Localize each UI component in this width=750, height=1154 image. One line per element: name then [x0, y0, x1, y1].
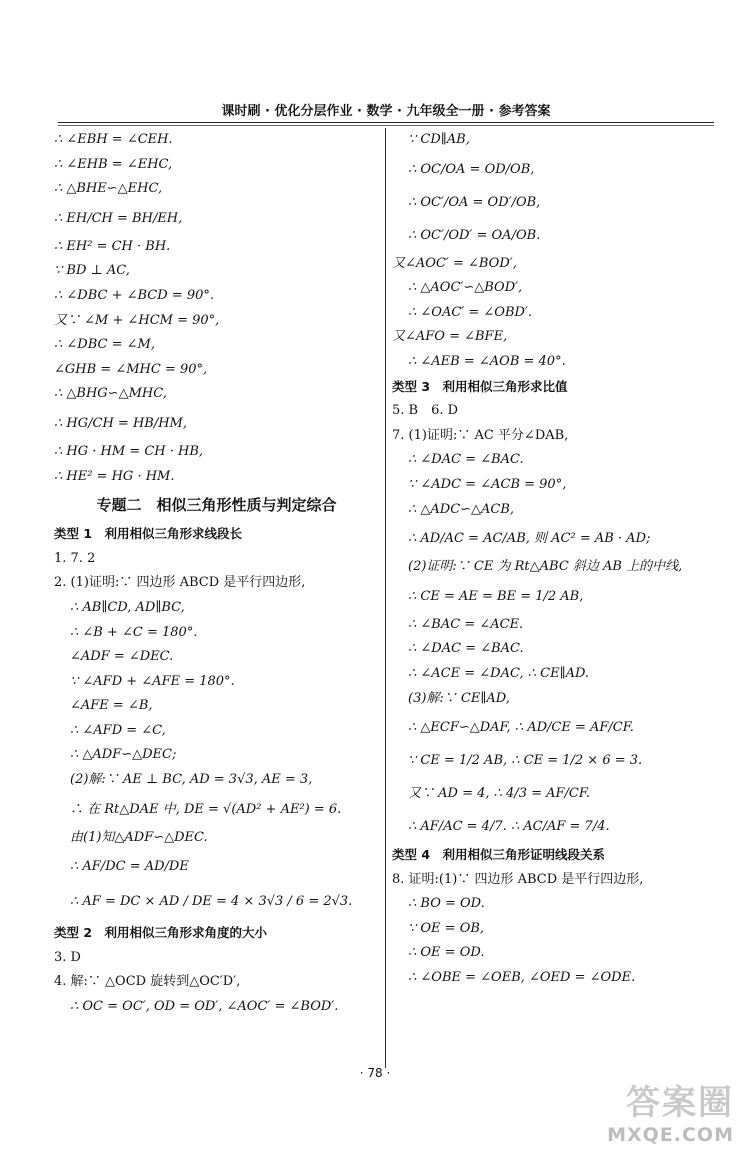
answer-line: 1. 7. 2 — [54, 550, 96, 566]
solution-line: ∵ ∠AFD + ∠AFE = 180°. — [70, 673, 235, 689]
solution-line: 又∵ AD = 4, ∴ 4/3 = AF/CF. — [408, 786, 590, 802]
answer-line: 3. D — [54, 949, 81, 965]
solution-line: ∵ ∠ADC = ∠ACB = 90°, — [408, 476, 567, 492]
solution-line: ∠ADF = ∠DEC. — [70, 649, 174, 665]
solution-line: ∴ ∠AEB = ∠AOB = 40°. — [408, 353, 566, 369]
solution-line: ∴ HG · HM = CH · HB, — [54, 443, 204, 459]
solution-line: ∴ OC = OC′, OD = OD′, ∠AOC′ = ∠BOD′. — [70, 999, 339, 1015]
solution-line: (2)证明:∵ CE 为 Rt△ABC 斜边 AB 上的中线, — [408, 559, 683, 575]
solution-line: ∴ AB∥CD, AD∥BC, — [70, 599, 185, 615]
page-number: · 78 · — [359, 1066, 391, 1080]
solution-line: ∠AFE = ∠B, — [70, 698, 153, 714]
solution-line: ∴ ∠DAC = ∠BAC. — [408, 641, 524, 657]
solution-line: (2)解:∵ AE ⊥ BC, AD = 3√3, AE = 3, — [70, 772, 313, 788]
solution-line: ∴ ∠B + ∠C = 180°. — [70, 624, 198, 640]
solution-line: ∴ 在 Rt△DAE 中, DE = √(AD² + AE²) = 6. — [70, 801, 342, 817]
column-divider — [385, 128, 386, 1068]
type-heading: 类型 3 利用相似三角形求比值 — [392, 378, 568, 394]
watermark-brand: 答案圈 — [626, 1083, 734, 1123]
type-heading: 类型 2 利用相似三角形求角度的大小 — [54, 925, 268, 941]
solution-line: ∴ △BHG∽△MHC, — [54, 386, 167, 402]
solution-line: ∴ ∠OAC′ = ∠OBD′. — [408, 304, 533, 320]
solution-line: ∵ BD ⊥ AC, — [54, 263, 130, 279]
solution-line: ∴ OC′/OA = OD′/OB, — [408, 194, 541, 210]
solution-line: ∴ OC′/OD′ = OA/OB. — [408, 227, 541, 243]
solution-line: 4. 解:∵ △OCD 旋转到△OC′D′, — [54, 974, 241, 990]
solution-line: 又∵ ∠M + ∠HCM = 90°, — [54, 312, 220, 328]
solution-line: ∴ ∠ACE = ∠DAC, ∴ CE∥AD. — [408, 665, 590, 681]
solution-line: ∴ HG/CH = HB/HM, — [54, 415, 187, 431]
solution-line: 由(1)知△ADF∽△DEC. — [70, 829, 208, 845]
solution-line: ∴ △ADC∽△ACB, — [408, 501, 515, 517]
solution-line: ∵ OE = OB, — [408, 920, 485, 936]
solution-line: ∴ ∠EHB = ∠EHC, — [54, 156, 173, 172]
solution-line: ∴ EH² = CH · BH. — [54, 238, 171, 254]
solution-line: ∴ AD/AC = AC/AB, 则 AC² = AB · AD; — [408, 531, 651, 547]
left-column — [54, 128, 379, 1020]
solution-line: ∴ ∠DBC = ∠M, — [54, 337, 155, 353]
solution-line: ∴ △ADF∽△DEC; — [70, 747, 177, 763]
solution-line: 又∠AOC′ = ∠BOD′, — [392, 255, 517, 271]
solution-line: ∴ ∠DBC + ∠BCD = 90°. — [54, 287, 215, 303]
solution-line: ∴ ∠DAC = ∠BAC. — [408, 452, 524, 468]
solution-line: ∴ ∠BAC = ∠ACE. — [408, 616, 524, 632]
solution-line: 8. 证明:(1)∵ 四边形 ABCD 是平行四边形, — [392, 871, 644, 887]
solution-line: ∴ ∠OBE = ∠OEB, ∠OED = ∠ODE. — [408, 970, 636, 986]
solution-line: ∴ AF/AC = 4/7. ∴ AC/AF = 7/4. — [408, 819, 610, 835]
watermark-logo — [607, 1075, 734, 1146]
header-rule — [58, 122, 714, 126]
solution-line: ∴ BO = OD. — [408, 896, 485, 912]
solution-line: ∴ CE = AE = BE = 1/2 AB, — [408, 588, 584, 604]
solution-line: ∵ CD∥AB, — [408, 132, 470, 147]
solution-line: ∴ △BHE∽△EHC, — [54, 181, 163, 197]
solution-line: 7. (1)证明:∵ AC 平分∠DAB, — [392, 427, 569, 443]
solution-line: 又∠AFO = ∠BFE, — [392, 329, 508, 345]
solution-line: (3)解:∵ CE∥AD, — [408, 690, 510, 706]
solution-line: ∴ AF = DC × AD / DE = 4 × 3√3 / 6 = 2√3. — [70, 894, 353, 910]
right-column — [392, 128, 717, 991]
solution-line: ∴ HE² = HG · HM. — [54, 468, 175, 484]
solution-line: ∴ ∠EBH = ∠CEH. — [54, 132, 173, 147]
type-heading: 类型 4 利用相似三角形证明线段关系 — [392, 847, 606, 863]
solution-line: ∴ EH/CH = BH/EH, — [54, 210, 183, 226]
solution-line: ∴ AF/DC = AD/DE — [70, 859, 189, 875]
solution-line: ∴ OE = OD. — [408, 945, 485, 961]
answer-line: 5. B 6. D — [392, 403, 459, 419]
solution-line: ∵ CE = 1/2 AB, ∴ CE = 1/2 × 6 = 3. — [408, 753, 643, 769]
solution-line: ∴ △ECF∽△DAF, ∴ AD/CE = AF/CF. — [408, 720, 634, 736]
solution-line: ∴ OC/OA = OD/OB, — [408, 161, 535, 177]
solution-line: 2. (1)证明:∵ 四边形 ABCD 是平行四边形, — [54, 575, 306, 591]
page-header: 课时刷 · 优化分层作业 · 数学 · 九年级全一册 · 参考答案 — [221, 104, 551, 119]
type-heading: 类型 1 利用相似三角形求线段长 — [54, 526, 243, 542]
watermark-site: MXQE.COM — [607, 1124, 734, 1146]
solution-line: ∴ ∠AFD = ∠C, — [70, 722, 166, 738]
section-title: 专题二 相似三角形性质与判定综合 — [96, 496, 337, 515]
solution-line: ∠GHB = ∠MHC = 90°, — [54, 361, 208, 377]
solution-line: ∴ △AOC′∽△BOD′, — [408, 280, 523, 296]
